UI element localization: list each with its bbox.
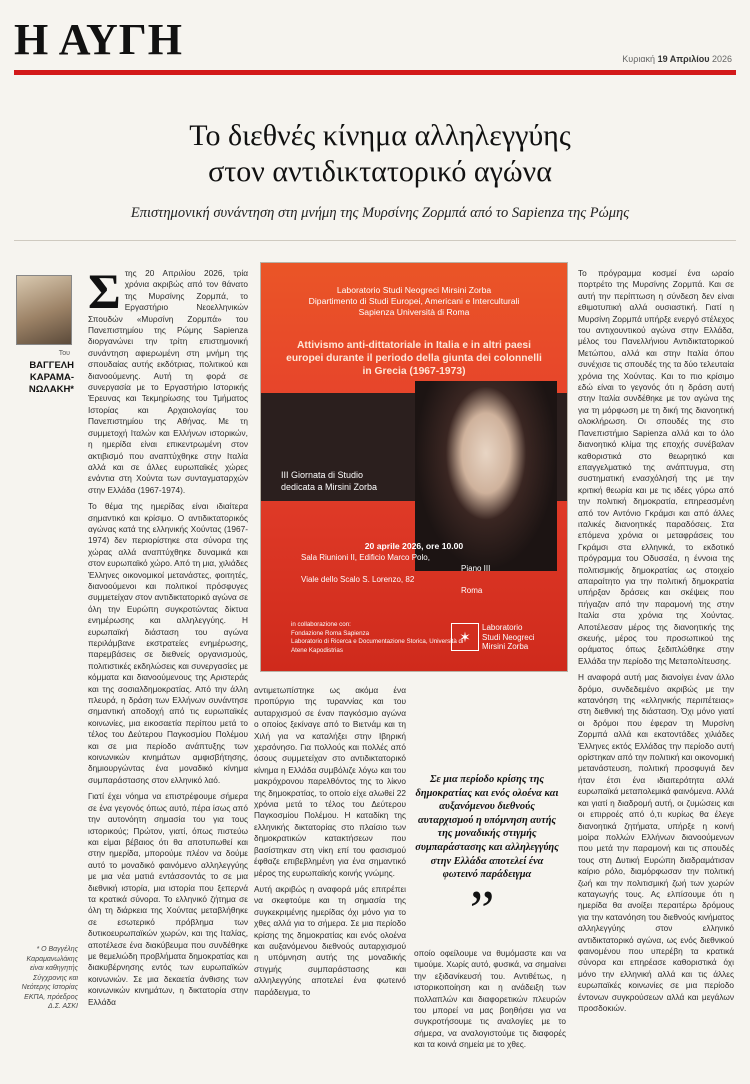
poster-lab-3: Sapienza Università di Roma bbox=[358, 307, 470, 317]
headline-line-2: στον αντιδικτατορικό αγώνα bbox=[208, 155, 552, 188]
poster-venue-3: Viale dello Scalo S. Lorenzo, 82 bbox=[301, 575, 415, 584]
poster-giornata-1: III Giornata di Studio bbox=[281, 470, 364, 480]
poster-venue-4: Roma bbox=[461, 586, 483, 595]
poster-collab-1: Fondazione Roma Sapienza bbox=[291, 629, 370, 637]
poster-giornata-2: dedicata a Mirsini Zorba bbox=[281, 482, 378, 492]
byline-line-3: ΝΩΛΑΚΗ* bbox=[28, 384, 74, 395]
quote-mark-icon: ” bbox=[469, 880, 495, 942]
logo-line-3: Mirsini Zorba bbox=[482, 642, 529, 651]
headline bbox=[40, 118, 720, 190]
paragraph: αντιμετωπίστηκε ως ακόμα ένα προπύργιο της τυραννίας και του αυταρχισμού σε έναν παγκόσμιο αγώνα ο οποίος ξεκίναγε από το Βιετνάμ και τη Χιλή για να καταλήξει στην Ιβηρική χερσόνησο. Για πολλούς και πολλές από όσους συμμετείχαν στο αντιδικτατορικό κίνημα η Ελλάδα συμβόλιζε λόγω και του μακρόχρονου παρελθόντος της το λίκνο της δημοκρατίας, το οποίο είχε αλωθεί 22 χρόνια μετά το τέλος του Δεύτερου Παγκοσμίου Πολέμου. Η καταδίκη της ελληνικής δικτατορίας στο πλαίσιο των δημοκρατικών κατακτήσεων που βασίστηκαν στη νίκη επί του φασισμού έφθαζε επιβεβλημένη για ένα σημαντικό μέρος της ευρωπαϊκής κοινής γνώμης. bbox=[254, 685, 406, 878]
drop-cap: Σ bbox=[88, 268, 121, 319]
poster-venue-1: Sala Riunioni II, Edificio Marco Polo, bbox=[301, 553, 430, 562]
author-photo bbox=[16, 275, 72, 345]
logo-line-2: Studi Neogreci bbox=[482, 632, 535, 642]
byline-line-1: ΒΑΓΓΕΛΗ bbox=[29, 360, 74, 371]
poster-lab-2: Dipartimento di Studi Europei, Americani e Interculturali bbox=[308, 296, 520, 306]
dateline bbox=[622, 54, 732, 64]
logo-line-1: Laboratorio bbox=[482, 623, 523, 632]
byline bbox=[14, 360, 74, 396]
butterfly-icon: ✶ bbox=[451, 623, 479, 651]
poster-collab-label: in collaborazione con: bbox=[291, 621, 351, 628]
article-column-2 bbox=[254, 685, 406, 1083]
divider bbox=[14, 240, 736, 241]
paragraph: Η αναφορά αυτή μας διανοίγει έναν άλλο δρόμο, συνδεδεμένο ακριβώς με την κατανόηση της «ελληνικής περιπέτειας» στη διεθνική της διάσταση. Όχι μόνο γιατί οι δρόμοι που έφεραν τη Μυρσίνη Ζορμπά αλλά και εκατοντάδες χιλιάδες Έλληνες εκτός Ελλάδας την περίοδο αυτή ορίστηκαν από την πολιτική και οικονομική μετανάστευση, πολιτική προσφυγιά δεν ήταν έτσι ένα ιδιαιτερότητα αλλά ευρωπαϊκά μεταπολεμικά φαινόμενα. Αλλά και γιατί η διαδρομή αυτή, οι ζυμώσεις και οι επιρροές από ό,τι κυρίως θα έλεγε διανοητικά ζητήματα, υπήρξε η κοινή μοίρα πολλών Ελλήνων διανοούμενων που μετά την παραμονή και τις σπουδές τους στη Δυτική Ευρώπη διαδραμάτισαν καίριο ρόλο, διαμόρφωσαν την πολιτική ζωή και την πολιτισμική ζωή των χωρών καταγωγής τους. Ας ελπίσουμε ότι η ημερίδα θα ανοίξει περαιτέρω δρόμους για την κατανόηση του διεθνούς κινήματος αλληλεγγύης στον ελληνικό αντιδικτατορικό αγώνα, ως ενός διεθνικού φαινομένου που υπερέβη τα κρατικά σύνορα και επηρέασε καθοριστικά όχι μόνο την ελληνική αλλά και τις άλλες ευρωπαϊκές κοινωνίες σε μια περίοδο έντονων συγκρούσεων αλλά και μεγάλων προσδοκιών. bbox=[578, 672, 734, 1013]
author-note: * Ο Βαγγέλης Καραμανωλάκης είναι καθηγητής Σύγχρονης και Νεότερης Ιστορίας ΕΚΠΑ, πρόεδρος Δ.Σ. ΑΣΚΙ bbox=[21, 946, 78, 1010]
paragraph: της 20 Απριλίου 2026, τρία χρόνια ακριβώς από τον θάνατο της Μυρσίνης Ζορμπά, το Εργαστήριο Νεοελληνικών Σπουδών «Μυρσίνη Ζορμπά» του Πανεπιστημίου της Ρώμης Sapienza διοργανώνει την τρίτη επιστημονική συνάντηση αφιερωμένη στη μνήμη της σπουδαίας αυτής εκδότριας, πολιτικού και διανοούμενης. Αυτή τη φορά σε συνεργασία με το Εργαστήριο Ιστορικής Έρευνας και Τεκμηρίωσης του Τμήματος Ιστορίας και Αρχαιολογίας του Πανεπιστημίου της Αθήνας. Με τη συμμετοχή Ιταλών και Ελλήνων ιστορικών, η ημερίδα είναι επικεντρωμένη στον ακτιβισμό που αναπτύχθηκε στην Ιταλία αλλά και σε άλλες ευρωπαϊκές χώρες ενάντια στη Χούντα των συνταγματαρχών στην Ελλάδα (1967-1974). bbox=[88, 268, 248, 495]
byline-line-2: ΚΑΡΑΜΑ- bbox=[29, 372, 74, 383]
paragraph: Το πρόγραμμα κοσμεί ένα ωραίο πορτρέτο της Μυρσίνης Ζορμπά. Και σε αυτή την περίπτωση η σύνδεση δεν είναι εθιμοτυπική αλλά ουσιαστική. Γιατί η Μυρσίνη Ζορμπά υπήρξε ενεργό στέλεχος του αντιχουντικού αγώνα στην Ελλάδα, μέλος του Πανελλήνιου Αντιδικτατορικού Μετώπου, αλλά και στην Ιταλία όπου συνέχισε τις σπουδές της τα δύο τελευταία χρόνια της Χούντας. Και το πιο κρίσιμο εδώ είναι το γεγονός ότι η δράση αυτή στην Ιταλία συνδέθηκε με τον αγώνα της για τη μόρφωση με τη δική της διανοητική ολοκλήρωση. Οι σπουδές της στο Πανεπιστήμιο Sapienza αλλά και το όλο διανοητικό κλίμα της εποχής συνέβαλαν καθοριστικά στο θεωρητικό και επαγγελματικό της ανάπτυγμα, στη συστηματική ενασχόλησή της με την κριτική θεωρία και με τις ιδέες γύρω από την πολιτική δημοκρατία, επηρεασμένη από τον Αντόνιο Γκράμσι και από άλλες ιταλικές διανοητικές παραδόσεις. Στα επόμενα χρόνια οι μεταφράσεις του Γκράμσι στα ελληνικά, το εκδοτικό πρόγραμμα του Οδυσσέα, η έννοια της πολιτισμικής δημοκρατίας ως στοιχείο απαραίτητο για την πολιτική δημοκρατία υπήρξαν δράσεις και σκέψεις που πήγαζαν από την παραμονή της στην Ιταλία στα χρόνια της Χούντας. Αποτέλεσαν μέρος της διανοητικής της σκευής, μέρος του προσωπικού της οράματος όπως ξεδιπλώθηκε στην Ελλάδα την περίοδο της Μεταπολίτευσης. bbox=[578, 268, 734, 666]
paragraph: Αυτή ακριβώς η αναφορά μάς επιτρέπει να σκεφτούμε και τη σημασία της συγκεκριμένης ημερίδας όχι μόνο για το χθες αλλά για το σήμερα. Σε μια περίοδο κρίσης της δημοκρατίας και ενός ολοένα και αυξανόμενου διεθνούς αυταρχισμού η υπόμνηση αυτής της μοναδικής στιγμής συμπαράστασης και αλληλεγγύης αποτελεί ένα φωτεινό παράδειγμα, το bbox=[254, 883, 406, 997]
article-column-3 bbox=[414, 948, 566, 1083]
article-column-1 bbox=[88, 268, 248, 1083]
poster-lab-1: Laboratorio Studi Neogreci Mirsini Zorba bbox=[336, 285, 492, 295]
masthead: Η ΑΥΓΗ bbox=[14, 15, 183, 64]
pull-quote: Σε μια περίοδο κρίσης της δημοκρατίας και ενός ολοένα και αυξανόμενου διεθνούς αυταρχισμού η υπόμνηση αυτής της μοναδικής στιγμής συμπαράστασης και αλληλεγγύης στην Ελλάδα αποτελεί ένα φωτεινό παράδειγμα bbox=[415, 774, 559, 881]
dateline-year: 2026 bbox=[711, 54, 732, 64]
lab-logo bbox=[451, 623, 561, 652]
poster-when bbox=[281, 541, 547, 596]
poster-institution bbox=[261, 285, 567, 318]
dateline-date: 19 Απριλίου bbox=[657, 54, 710, 64]
paragraph: οποίο οφείλουμε να θυμόμαστε και να τιμούμε. Χωρίς αυτό, φυσικά, να σημαίνει την εξιδανίκευσή του. Αντιθέτως, η ιστορικοποίηση και η ανάδειξη των πολλαπλών και διαφορετικών πλευρών του μπορεί να μας βοηθήσει για να συγκροτήσουμε τις αναλογίες με το σήμερα, να αναλογιστούμε τις διαφορές και τα κοινά σημεία με το χθες. bbox=[414, 948, 566, 1050]
paragraph: Το θέμα της ημερίδας είναι ιδιαίτερα σημαντικό και κρίσιμο. Ο αντιδικτατορικός αγώνας κατά της ελληνικής Χούντας (1967-1974) δεν περιορίστηκε στα σύνορα της χώρας αλλά αναπτύχθηκε δυναμικά και στον ευρωπαϊκό χώρο. Από τη μια, χιλιάδες Έλληνες οικονομικοί μετανάστες, φοιτητές, διανοούμενοι και πολιτικοί πρόσφυγες συμμετείχαν στον αντιδικτατορικό αγώνα σε όλη την Ευρώπη συγκροτώντας δίκτυα ενημέρωσης και αλληλεγγύης. Η ευρωπαϊκή διάσταση του αγώνα περιλάμβανε εκστρατείες ενημέρωσης, παρεμβάσεις σε διεθνείς οργανισμούς, πολιτιστικές εκδηλώσεις και συνεργασίες με κόμματα και διανοούμενους της Αριστεράς και της σοσιαλδημοκρατίας. Από την άλλη πλευρά, η δράση των Ελλήνων συνάντησε σημαντική αποδοχή από τις ευρωπαϊκές κοινωνίες, μια εικοσαετία περίπου μετά το τέλος του Δεύτερου Παγκοσμίου Πολέμου και σε μια περίοδο ανάπτυξης των κοινωνικών κινημάτων αμφισβήτησης, δημιουργώντας ένα μοναδικό κίνημα συμπαράστασης στον ελληνικό λαό. bbox=[88, 501, 248, 785]
poster-giornata bbox=[281, 469, 411, 493]
poster-collab-2: Laboratorio di Ricerca e Documentazione Storica, Università di Atene Kapodistrias bbox=[291, 638, 464, 654]
paragraph: Γιατί έχει νόημα να επιστρέφουμε σήμερα σε ένα γεγονός όπως αυτό, πέρα ίσως από την αυτονόητη σημασία του για τους ιστορικούς; Πρώτον, γιατί, όπως πιστεύω και είμαι βέβαιος ότι θα αποτυπωθεί και στην ημερίδα, μπορούμε πλέον να δούμε αυτό το μοναδικό φαινόμενο αλληλεγγύης με μια νέα ματιά εντάσσοντάς το σε μια διεθνική ιστορία, μια ιστορία που ξεπερνά τα κρατικά σύνορα. Το ελληνικό ζήτημα σε όλη τη διάρκεια της Χούντας μεταβλήθηκε σε εσωτερικό πρόβλημα των δυτικοευρωπαϊκών χωρών, και της Ιταλίας, αποτέλεσε ένα διακύβευμα που συνδέθηκε με θεμελιώδη προβλήματα δημοκρατίας και διακυβέρνησης εντός των ευρωπαϊκών κοινωνιών. Σε μια δεκαετία άνθισης των κοινωνικών κινημάτων, η δικτατορία στην Ελλάδα bbox=[88, 791, 248, 1007]
subheadline: Επιστημονική συνάντηση στη μνήμη της Μυρσίνης Ζορμπά από το Sapienza της Ρώμης bbox=[130, 205, 630, 221]
headline-line-1: Το διεθνές κίνημα αλληλεγγύης bbox=[189, 119, 571, 152]
poster-venue-2: Piano III bbox=[461, 564, 491, 573]
byline-prefix: Του bbox=[58, 350, 70, 357]
event-poster bbox=[260, 262, 568, 672]
poster-collab bbox=[291, 621, 471, 655]
poster-date: 20 aprile 2026, ore 10.00 bbox=[364, 541, 464, 551]
article-column-4 bbox=[578, 268, 734, 1083]
masthead-rule bbox=[14, 70, 736, 75]
dateline-day: Κυριακή bbox=[622, 54, 656, 64]
poster-title: Attivismo anti-dittatoriale in Italia e in altri paesi europei durante il periodo della giunta dei colonnelli in Grecia (1967-1973) bbox=[286, 340, 542, 377]
